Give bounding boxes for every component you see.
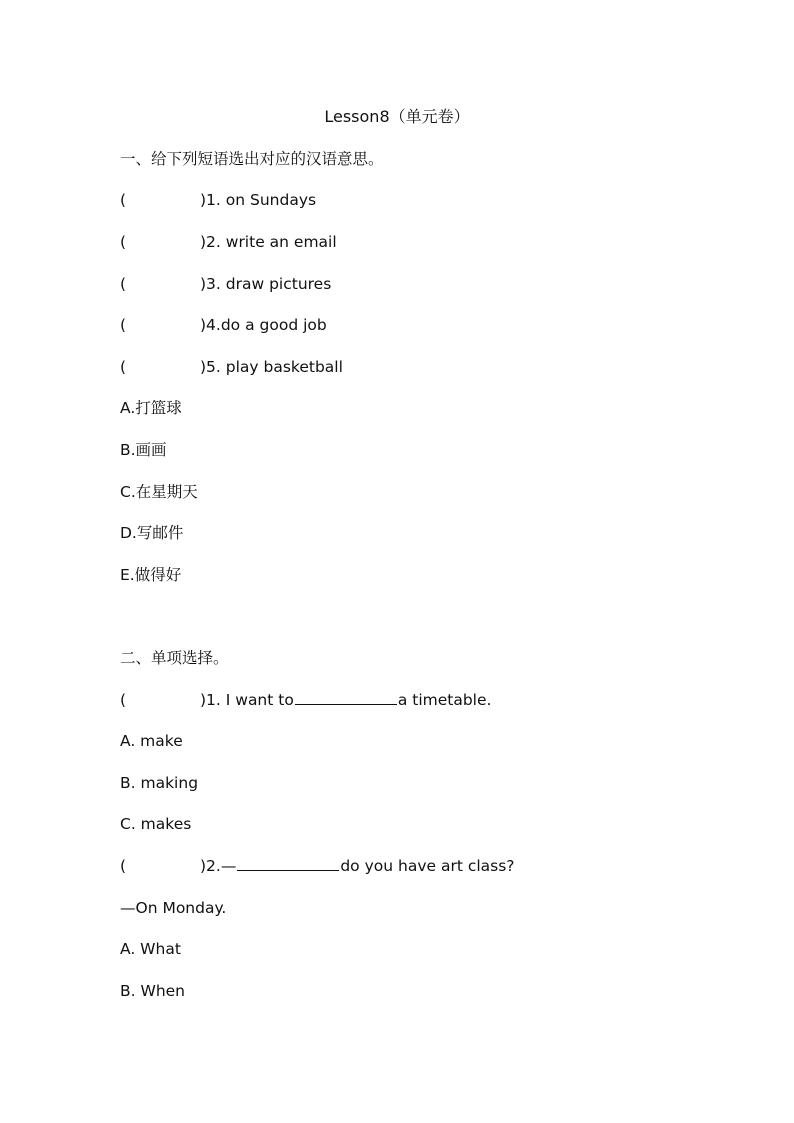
section2-question-1 [120, 689, 491, 711]
q2-answer-line: —On Monday. [120, 899, 227, 917]
section1-heading: 一、给下列短语选出对应的汉语意思。 [120, 150, 384, 168]
q1-option-a: A. make [120, 732, 183, 750]
answer-paren: ( [120, 857, 127, 875]
section1-option-b: B.画画 [120, 441, 167, 459]
q1-option-c: C. makes [120, 815, 192, 833]
section1-item-4 [120, 314, 327, 336]
item-text: )4.do a good job [200, 316, 327, 334]
answer-paren: ( [120, 358, 127, 376]
fill-in-blank [237, 856, 339, 871]
item-text: )3. draw pictures [200, 275, 332, 293]
question-text-after: a timetable. [397, 691, 492, 709]
q1-option-b: B. making [120, 774, 199, 792]
question-text-after: do you have art class? [340, 857, 515, 875]
section1-option-a: A.打篮球 [120, 399, 182, 417]
section2-heading: 二、单项选择。 [120, 649, 229, 667]
section1-item-5 [120, 356, 343, 378]
item-text: )2. write an email [200, 233, 337, 251]
answer-paren: ( [120, 191, 127, 209]
item-text: )5. play basketball [200, 358, 343, 376]
question-text-before: )2.— [200, 857, 237, 875]
question-text-before: )1. I want to [200, 691, 294, 709]
section1-item-1 [120, 189, 316, 211]
answer-paren: ( [120, 233, 127, 251]
section1-item-2 [120, 231, 337, 253]
fill-in-blank [295, 690, 397, 705]
page-title: Lesson8（单元卷） [324, 107, 470, 126]
section1-item-3 [120, 273, 331, 295]
item-text: )1. on Sundays [200, 191, 317, 209]
q2-option-a: A. What [120, 940, 181, 958]
answer-paren: ( [120, 316, 127, 334]
section1-option-e: E.做得好 [120, 566, 182, 584]
section1-option-c: C.在星期天 [120, 483, 198, 501]
answer-paren: ( [120, 275, 127, 293]
answer-paren: ( [120, 691, 127, 709]
q2-option-b: B. When [120, 982, 185, 1000]
section1-option-d: D.写邮件 [120, 524, 184, 542]
section2-question-2 [120, 855, 515, 877]
